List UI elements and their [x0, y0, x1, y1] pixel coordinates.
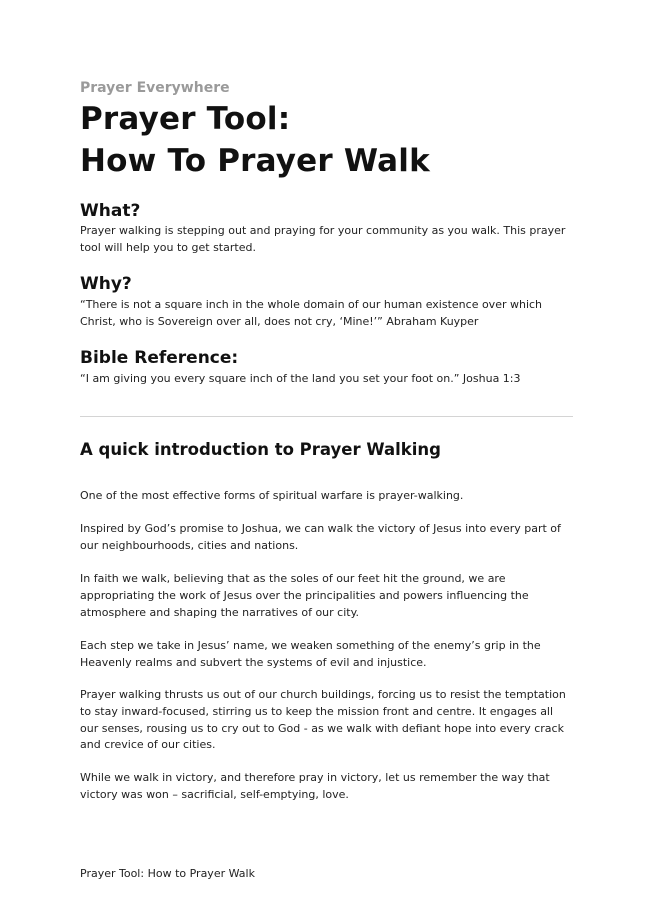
- intro-heading: A quick introduction to Prayer Walking: [80, 440, 441, 459]
- page-title-line-1: Prayer Tool:: [80, 101, 291, 137]
- page-title: [80, 98, 430, 182]
- series-kicker: Prayer Everywhere: [80, 80, 230, 96]
- intro-paragraph-1: One of the most effective forms of spiritual warfare is prayer-walking.: [80, 489, 464, 502]
- page-title-line-2: How To Prayer Walk: [80, 143, 430, 179]
- page-footer: Prayer Tool: How to Prayer Walk: [80, 867, 255, 880]
- bible-reference-body: “I am giving you every square inch of the land you set your foot on.” Joshua 1:3: [80, 372, 521, 385]
- why-heading: Why?: [80, 274, 132, 294]
- intro-paragraph-5: Prayer walking thrusts us out of our church buildings, forcing us to resist the temptation to stay inward-focused, stirring us to keep the mission front and centre. It engages all our senses, rousing us to cry out to God - as we walk with defiant hope into every crack and crevice of our cities.: [80, 688, 566, 752]
- why-body: “There is not a square inch in the whole domain of our human existence over which Christ, who is Sovereign over all, does not cry, ‘Mine!’” Abraham Kuyper: [80, 298, 543, 328]
- what-heading: What?: [80, 201, 141, 221]
- intro-paragraph-3: In faith we walk, believing that as the soles of our feet hit the ground, we are appropriating the work of Jesus over the principalities and powers influencing the atmosphere and shaping the narratives of our city.: [80, 572, 529, 619]
- bible-reference-heading: Bible Reference:: [80, 348, 239, 368]
- what-body: Prayer walking is stepping out and praying for your community as you walk. This prayer tool will help you to get started.: [80, 224, 566, 254]
- intro-paragraph-6: While we walk in victory, and therefore pray in victory, let us remember the way that victory was won – sacrificial, self-emptying, love.: [80, 771, 550, 801]
- intro-paragraph-2: Inspired by God’s promise to Joshua, we can walk the victory of Jesus into every part of our neighbourhoods, cities and nations.: [80, 522, 561, 552]
- section-divider: [80, 416, 573, 417]
- intro-paragraph-4: Each step we take in Jesus’ name, we weaken something of the enemy’s grip in the Heavenly realms and subvert the systems of evil and injustice.: [80, 639, 541, 669]
